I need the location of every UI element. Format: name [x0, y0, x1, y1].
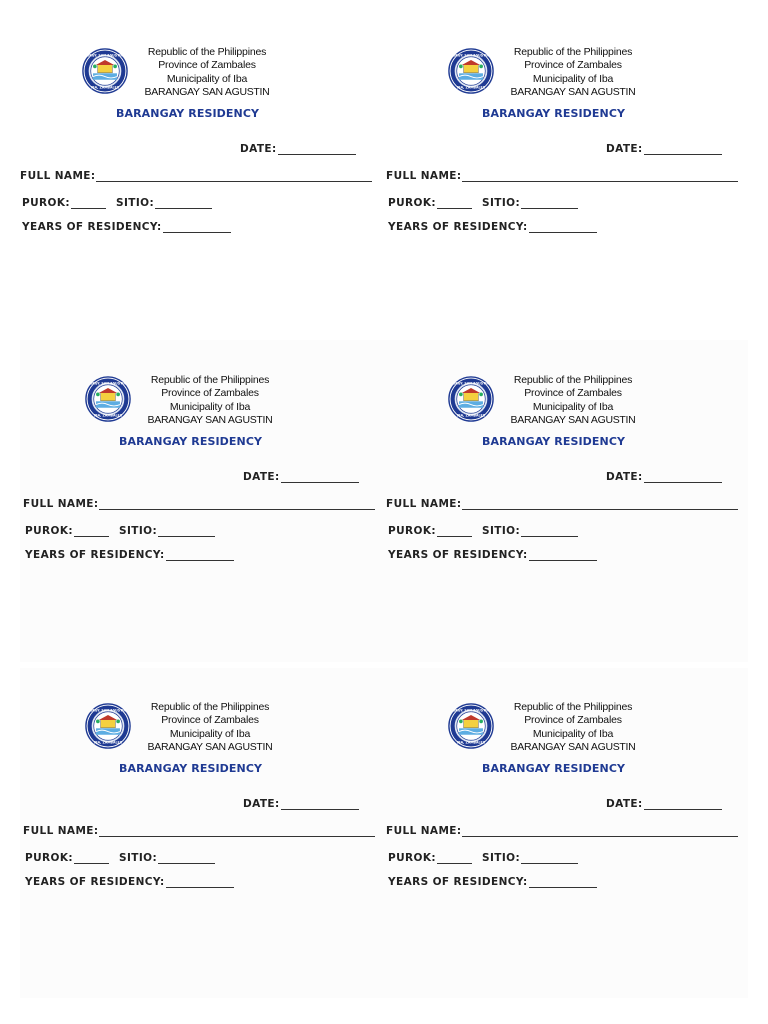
date-line: [644, 472, 722, 483]
purok-field[interactable]: [388, 852, 472, 864]
header-line-province: Province of Zambales: [524, 387, 622, 400]
residency-form: [386, 46, 750, 306]
sitio-line: [521, 526, 578, 537]
header-text: [498, 701, 648, 754]
full-name-label: FULL NAME:: [386, 825, 462, 837]
full-name-label: FULL NAME:: [20, 170, 96, 182]
years-field[interactable]: [25, 549, 234, 561]
purok-line: [437, 853, 472, 864]
header-line-republic: Republic of the Philippines: [150, 701, 270, 713]
header-line-province: Province of Zambales: [161, 387, 259, 400]
years-field[interactable]: [388, 549, 597, 561]
purok-label: PUROK:: [25, 525, 73, 537]
years-label: YEARS OF RESIDENCY:: [25, 549, 165, 561]
years-label: YEARS OF RESIDENCY:: [388, 549, 528, 561]
years-field[interactable]: [388, 876, 597, 888]
svg-text:IBA, ZAMBALES: IBA, ZAMBALES: [93, 740, 123, 745]
full-name-label: FULL NAME:: [386, 498, 462, 510]
full-name-field[interactable]: [386, 170, 738, 182]
purok-label: PUROK:: [388, 197, 436, 209]
sitio-label: SITIO:: [119, 852, 158, 864]
barangay-seal-icon: [448, 376, 494, 422]
form-header: [85, 374, 345, 432]
sitio-field[interactable]: [482, 525, 578, 537]
full-name-field[interactable]: [386, 825, 738, 837]
form-title: BARANGAY RESIDENCY: [482, 762, 626, 775]
date-line: [281, 799, 359, 810]
date-label: DATE:: [240, 143, 277, 155]
purok-line: [71, 198, 106, 209]
barangay-seal-icon: [85, 376, 131, 422]
barangay-seal-icon: [85, 703, 131, 749]
date-label: DATE:: [243, 471, 280, 483]
full-name-line: [99, 826, 375, 837]
header-text: [132, 46, 282, 99]
purok-line: [74, 853, 109, 864]
form-title: BARANGAY RESIDENCY: [482, 435, 626, 448]
purok-field[interactable]: [388, 197, 472, 209]
barangay-seal-icon: [448, 703, 494, 749]
years-line: [529, 222, 597, 233]
purok-field[interactable]: [22, 197, 106, 209]
years-line: [166, 550, 234, 561]
residency-form: [386, 701, 750, 961]
svg-text:IBA, ZAMBALES: IBA, ZAMBALES: [93, 413, 123, 418]
full-name-line: [99, 499, 375, 510]
svg-text:IBA, ZAMBALES: IBA, ZAMBALES: [456, 413, 486, 418]
sitio-line: [155, 198, 212, 209]
header-line-barangay: BARANGAY SAN AGUSTIN: [144, 85, 270, 98]
header-line-barangay: BARANGAY SAN AGUSTIN: [510, 740, 636, 753]
years-line: [166, 877, 234, 888]
purok-line: [74, 526, 109, 537]
date-line: [644, 144, 722, 155]
sitio-line: [521, 853, 578, 864]
date-label: DATE:: [606, 798, 643, 810]
svg-text:BRGY. SAN AGUSTIN: BRGY. SAN AGUSTIN: [452, 381, 490, 386]
sitio-label: SITIO:: [119, 525, 158, 537]
header-line-municipality: Municipality of Iba: [169, 400, 251, 413]
sitio-field[interactable]: [482, 197, 578, 209]
purok-field[interactable]: [25, 852, 109, 864]
form-title: BARANGAY RESIDENCY: [119, 435, 263, 448]
header-text: [498, 374, 648, 427]
residency-form: [23, 701, 387, 961]
svg-text:IBA, ZAMBALES: IBA, ZAMBALES: [456, 740, 486, 745]
header-line-province: Province of Zambales: [161, 714, 259, 727]
years-label: YEARS OF RESIDENCY:: [388, 221, 528, 233]
barangay-seal-icon: [82, 48, 128, 94]
full-name-line: [96, 171, 372, 182]
purok-field[interactable]: [25, 525, 109, 537]
purok-line: [437, 526, 472, 537]
purok-label: PUROK:: [388, 852, 436, 864]
svg-text:BRGY. SAN AGUSTIN: BRGY. SAN AGUSTIN: [89, 708, 127, 713]
header-line-municipality: Municipality of Iba: [166, 72, 248, 85]
full-name-line: [462, 171, 738, 182]
years-line: [163, 222, 231, 233]
form-title: BARANGAY RESIDENCY: [116, 107, 260, 120]
sitio-label: SITIO:: [482, 852, 521, 864]
date-line: [644, 799, 722, 810]
years-label: YEARS OF RESIDENCY:: [25, 876, 165, 888]
residency-form: [23, 374, 387, 634]
purok-label: PUROK:: [25, 852, 73, 864]
sitio-line: [158, 526, 215, 537]
header-line-municipality: Municipality of Iba: [169, 727, 251, 740]
header-line-barangay: BARANGAY SAN AGUSTIN: [510, 85, 636, 98]
date-label: DATE:: [606, 143, 643, 155]
svg-text:IBA, ZAMBALES: IBA, ZAMBALES: [456, 85, 486, 90]
years-line: [529, 877, 597, 888]
full-name-line: [462, 826, 738, 837]
full-name-label: FULL NAME:: [23, 825, 99, 837]
header-line-municipality: Municipality of Iba: [532, 400, 614, 413]
header-line-republic: Republic of the Philippines: [150, 374, 270, 386]
svg-text:BRGY. SAN AGUSTIN: BRGY. SAN AGUSTIN: [86, 53, 124, 58]
purok-line: [437, 198, 472, 209]
svg-text:BRGY. SAN AGUSTIN: BRGY. SAN AGUSTIN: [89, 381, 127, 386]
header-line-province: Province of Zambales: [524, 714, 622, 727]
header-line-republic: Republic of the Philippines: [513, 46, 633, 58]
header-line-republic: Republic of the Philippines: [147, 46, 267, 58]
date-line: [278, 144, 356, 155]
full-name-line: [462, 499, 738, 510]
header-line-barangay: BARANGAY SAN AGUSTIN: [147, 740, 273, 753]
years-field[interactable]: [22, 221, 231, 233]
header-line-republic: Republic of the Philippines: [513, 701, 633, 713]
full-name-label: FULL NAME:: [23, 498, 99, 510]
barangay-seal-icon: [448, 48, 494, 94]
date-field[interactable]: [606, 143, 722, 155]
date-field[interactable]: [606, 471, 722, 483]
sitio-field[interactable]: [482, 852, 578, 864]
date-line: [281, 472, 359, 483]
sitio-field[interactable]: [116, 197, 212, 209]
header-line-province: Province of Zambales: [158, 59, 256, 72]
sitio-line: [158, 853, 215, 864]
purok-label: PUROK:: [388, 525, 436, 537]
form-header: [448, 701, 708, 759]
full-name-label: FULL NAME:: [386, 170, 462, 182]
purok-field[interactable]: [388, 525, 472, 537]
date-field[interactable]: [240, 143, 356, 155]
years-label: YEARS OF RESIDENCY:: [22, 221, 162, 233]
header-text: [135, 374, 285, 427]
sitio-label: SITIO:: [116, 197, 155, 209]
date-field[interactable]: [606, 798, 722, 810]
header-line-municipality: Municipality of Iba: [532, 72, 614, 85]
sitio-line: [521, 198, 578, 209]
header-text: [135, 701, 285, 754]
sitio-label: SITIO:: [482, 525, 521, 537]
years-line: [529, 550, 597, 561]
sitio-field[interactable]: [119, 852, 215, 864]
header-line-barangay: BARANGAY SAN AGUSTIN: [510, 413, 636, 426]
date-label: DATE:: [243, 798, 280, 810]
header-text: [498, 46, 648, 99]
form-title: BARANGAY RESIDENCY: [482, 107, 626, 120]
sitio-label: SITIO:: [482, 197, 521, 209]
date-label: DATE:: [606, 471, 643, 483]
form-header: [85, 701, 345, 759]
form-title: BARANGAY RESIDENCY: [119, 762, 263, 775]
residency-form: [386, 374, 750, 634]
date-field[interactable]: [243, 798, 359, 810]
form-header: [448, 374, 708, 432]
full-name-field[interactable]: [20, 170, 372, 182]
full-name-field[interactable]: [23, 498, 375, 510]
purok-label: PUROK:: [22, 197, 70, 209]
header-line-municipality: Municipality of Iba: [532, 727, 614, 740]
header-line-barangay: BARANGAY SAN AGUSTIN: [147, 413, 273, 426]
form-header: [448, 46, 708, 104]
svg-text:BRGY. SAN AGUSTIN: BRGY. SAN AGUSTIN: [452, 53, 490, 58]
years-field[interactable]: [25, 876, 234, 888]
residency-form: [20, 46, 384, 306]
svg-text:IBA, ZAMBALES: IBA, ZAMBALES: [90, 85, 120, 90]
years-field[interactable]: [388, 221, 597, 233]
date-field[interactable]: [243, 471, 359, 483]
sitio-field[interactable]: [119, 525, 215, 537]
svg-text:BRGY. SAN AGUSTIN: BRGY. SAN AGUSTIN: [452, 708, 490, 713]
header-line-province: Province of Zambales: [524, 59, 622, 72]
header-line-republic: Republic of the Philippines: [513, 374, 633, 386]
full-name-field[interactable]: [23, 825, 375, 837]
full-name-field[interactable]: [386, 498, 738, 510]
form-header: [82, 46, 342, 104]
years-label: YEARS OF RESIDENCY:: [388, 876, 528, 888]
